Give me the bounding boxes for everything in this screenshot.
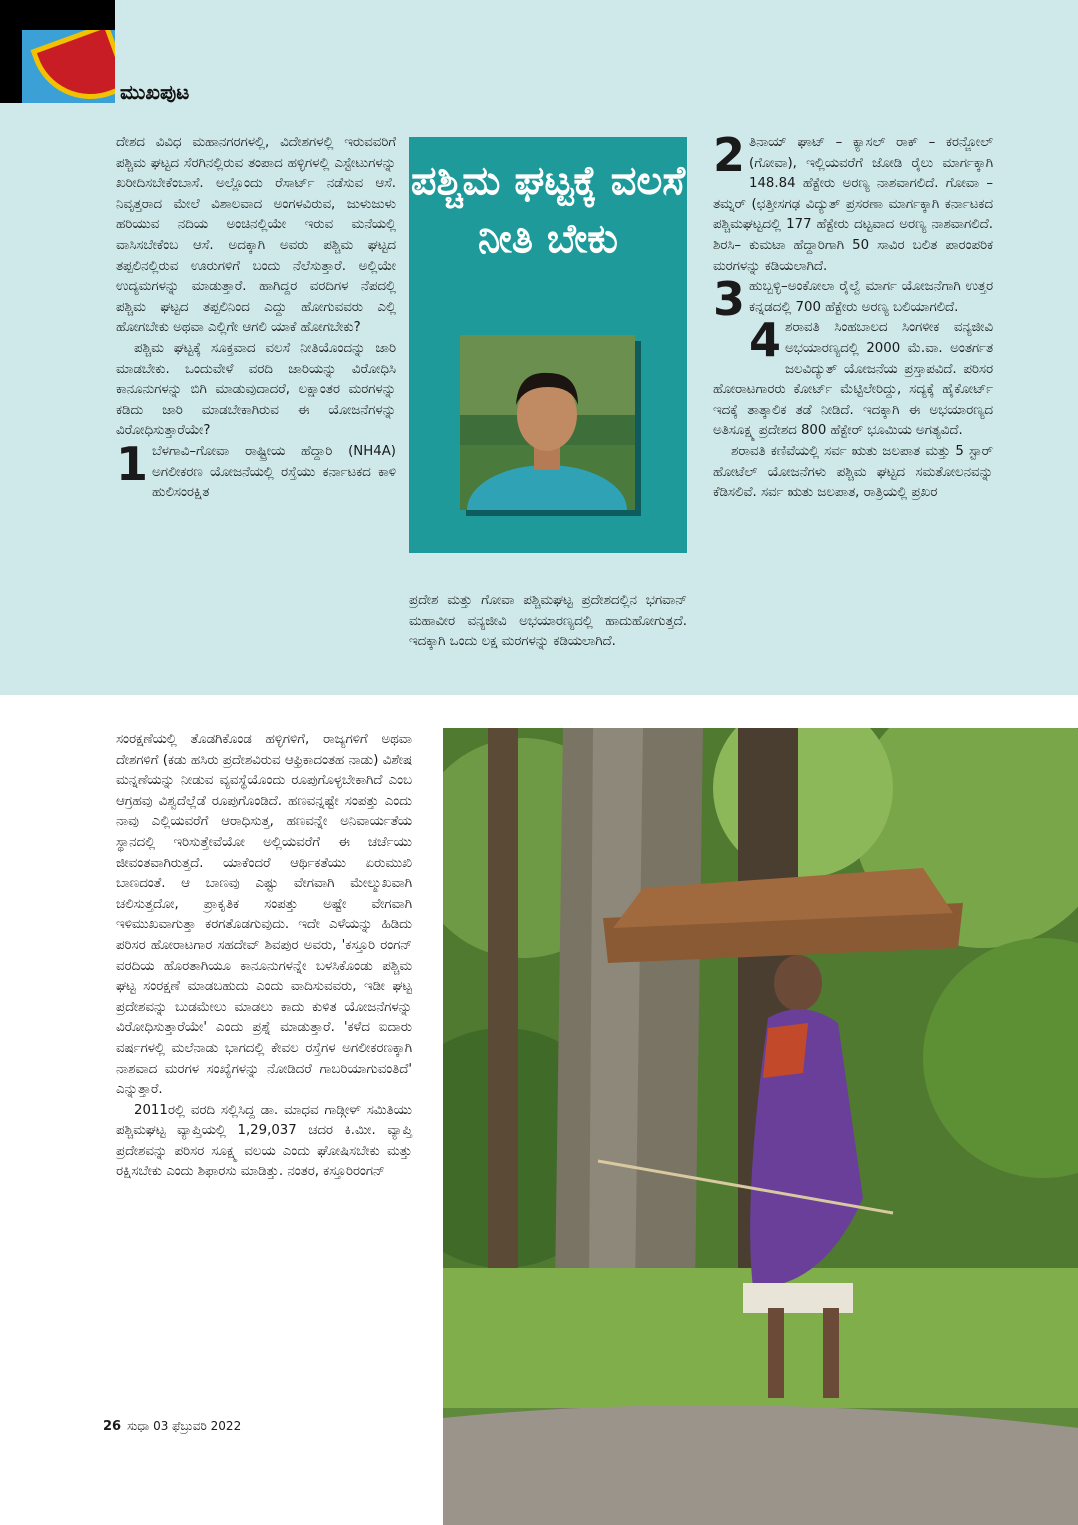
item-number-1: 1 [116, 436, 149, 491]
col1-paragraph-2: ಪಶ್ಚಿಮ ಘಟ್ಟಕ್ಕೆ ಸೂಕ್ತವಾದ ವಲಸೆ ನೀತಿಯೊಂದನ್ನು ಜಾರಿ ಮಾಡಬೇಕು. ಒಂದುವೇಳೆ ವರದಿ ಜಾರಿಯನ್ನು ವಿರೋಧಿಸಿ ಕಾನೂನುಗಳನ್ನು ಬಿಗಿ ಮಾಡುವುದಾದರೆ, ಲಕ್ಷಾಂತರ ಮರಗಳನ್ನು ಕಡಿದು ಜಾರಿ ಮಾಡಬೇಕಾಗಿರುವ ಈ ಯೋಜನೆಗಳನ್ನು ವಿರೋಧಿಸುತ್ತಾರೆಯೇ? [116, 340, 396, 439]
list-item-1 [116, 436, 396, 504]
col3-paragraph: ಶರಾವತಿ ಕಣಿವೆಯಲ್ಲಿ ಸರ್ವ ಋತು ಜಲಪಾತ ಮತ್ತು 5 ಸ್ಟಾರ್ ಹೋಟೆಲ್ ಯೋಜನೆಗಳು ಪಶ್ಚಿಮ ಘಟ್ಟದ ಸಮತೋಲನವನ್ನು ಕೆಡಿಸಲಿವೆ. ಸರ್ವ ಋತು ಜಲಪಾತ, ರಾತ್ರಿಯಲ್ಲಿ ಪ್ರಖರ [713, 443, 993, 501]
item-number-2: 2 [713, 128, 746, 182]
article-title: ಪಶ್ಚಿಮ ಘಟ್ಟಕ್ಕೆ ವಲಸೆ ನೀತಿ ಬೇಕು [410, 158, 686, 262]
column-1 [116, 133, 396, 504]
list-item-4 [713, 313, 993, 442]
page-footer [103, 1419, 241, 1434]
lower-column [116, 730, 412, 1183]
author-portrait-image [460, 335, 635, 510]
list-item-3 [713, 272, 993, 327]
item-number-4: 4 [749, 313, 782, 368]
section-label: ಮುಖಪುಟ [120, 80, 190, 104]
column-3 [713, 128, 993, 504]
item-text-1: ಬೆಳಗಾವಿ–ಗೋವಾ ರಾಷ್ಟ್ರೀಯ ಹೆದ್ದಾರಿ (NH4A) ಅಗಲೀಕರಣ ಯೋಜನೆಯಲ್ಲಿ ರಸ್ತೆಯು ಕರ್ನಾಟಕದ ಕಾಳಿ ಹುಲಿಸಂರಕ್ಷಿತ [152, 443, 396, 501]
lower-paragraph-1: ಸಂರಕ್ಷಣೆಯಲ್ಲಿ ತೊಡಗಿಕೊಂಡ ಹಳ್ಳಿಗಳಿಗೆ, ರಾಜ್ಯಗಳಿಗೆ ಅಥವಾ ದೇಶಗಳಿಗೆ (ಕಡು ಹಸಿರು ಪ್ರದೇಶವಿರುವ ಆಫ್ರಿಕಾದಂತಹ ನಾಡು) ವಿಶೇಷ ಮನ್ನಣೆಯನ್ನು ನೀಡುವ ವ್ಯವಸ್ಥೆಯೊಂದು ರೂಪುಗೊಳ್ಳಬೇಕಾಗಿದೆ ಎಂಬ ಆಗ್ರಹವು ವಿಶ್ವದೆಲ್ಲೆಡೆ ರೂಪುಗೊಂಡಿದೆ. ಹಣವನ್ನಷ್ಟೇ ಸಂಪತ್ತು ಎಂದು ನಾವು ಎಲ್ಲಿಯವರೆಗೆ ಆರಾಧಿಸುತ್ತ, ಹಣವನ್ನೇ ಅನಿವಾರ್ಯತೆಯ ಸ್ಥಾನದಲ್ಲಿ ಇರಿಸುತ್ತೇವೆಯೋ ಅಲ್ಲಿಯವರೆಗೆ ಈ ಚರ್ಚೆಯು ಜೀವಂತವಾಗಿರುತ್ತದೆ. ಯಾಕೆಂದರೆ ಆರ್ಥಿಕತೆಯು ಏರುಮುಖಿ ಬಾಣದಂತೆ. ಆ ಬಾಣವು ಎಷ್ಟು ವೇಗವಾಗಿ ಮೇಲ್ಮುಖವಾಗಿ ಚಲಿಸುತ್ತದೋ, ಪ್ರಾಕೃತಿಕ ಸಂಪತ್ತು ಅಷ್ಟೇ ವೇಗವಾಗಿ ಇಳಿಮುಖವಾಗುತ್ತಾ ಕರಗತೊಡಗುವುದು. ಇದೇ ಎಳೆಯನ್ನು ಹಿಡಿದು ಪರಿಸರ ಹೋರಾಟಗಾರ ಸಹದೇವ್ ಶಿವಪುರ ಅವರು, 'ಕಸ್ತೂರಿ ರಂಗನ್ ವರದಿಯ ಹೊರತಾಗಿಯೂ ಕಾನೂನುಗಳನ್ನೇ ಬಳಸಿಕೊಂಡು ಪಶ್ಚಿಮ ಘಟ್ಟ ಸಂರಕ್ಷಣೆ ಮಾಡಬಹುದು ಎಂದು ವಾದಿಸುವವರು, ಇಡೀ ಘಟ್ಟ ಪ್ರದೇಶವನ್ನು ಬುಡಮೇಲು ಮಾಡಲು ಕಾದು ಕುಳಿತ ಯೋಜನೆಗಳನ್ನು ವಿರೋಧಿಸುತ್ತಾರೆಯೇ' ಎಂದು ಪ್ರಶ್ನೆ ಮಾಡುತ್ತಾರೆ. 'ಕಳೆದ ಐದಾರು ವರ್ಷಗಳಲ್ಲಿ ಮಲೆನಾಡು ಭಾಗದಲ್ಲಿ ಕೇವಲ ರಸ್ತೆಗಳ ಅಗಲೀಕರಣಕ್ಕಾಗಿ ನಾಶವಾದ ಮರಗಳ ಸಂಖ್ಯೆಗಳನ್ನು ನೋಡಿದರೆ ಗಾಬರಿಯಾಗುವಂತಿದೆ' ಎನ್ನುತ್ತಾರೆ. [116, 732, 412, 1098]
forest-woman-photo [443, 728, 1078, 1525]
middle-column-text: ಪ್ರದೇಶ ಮತ್ತು ಗೋವಾ ಪಶ್ಚಿಮಘಟ್ಟ ಪ್ರದೇಶದಲ್ಲಿನ ಭಗವಾನ್ ಮಹಾವೀರ ವನ್ಯಜೀವಿ ಅಭಯಾರಣ್ಯದಲ್ಲಿ ಹಾದುಹೋಗುತ್ತದೆ. ಇದಕ್ಕಾಗಿ ಒಂದು ಲಕ್ಷ ಮರಗಳನ್ನು ಕಡಿಯಲಾಗಿದೆ. [409, 593, 687, 650]
magazine-issue: ಸುಧಾ 03 ಫೆಬ್ರುವರಿ 2022 [127, 1419, 242, 1433]
page-number: 26 [103, 1419, 122, 1434]
lower-paragraph-2: 2011ರಲ್ಲಿ ವರದಿ ಸಲ್ಲಿಸಿದ್ದ ಡಾ. ಮಾಧವ ಗಾಡ್ಗೀಳ್ ಸಮಿತಿಯು ಪಶ್ಚಿಮಘಟ್ಟ ವ್ಯಾಪ್ತಿಯಲ್ಲಿ 1,29,037 ಚದರ ಕಿ.ಮೀ. ವ್ಯಾಪ್ತಿ ಪ್ರದೇಶವನ್ನು ಪರಿಸರ ಸೂಕ್ಷ್ಮ ವಲಯ ಎಂದು ಘೋಷಿಸಬೇಕು ಮತ್ತು ರಕ್ಷಿಸಬೇಕು ಎಂದು ಶಿಫಾರಸು ಮಾಡಿತ್ತು. ನಂತರ, ಕಸ್ತೂರಿರಂಗನ್ [116, 1102, 412, 1180]
item-text-4: ಶರಾವತಿ ಸಿಂಹಬಾಲದ ಸಿಂಗಳೀಕ ವನ್ಯಜೀವಿ ಅಭಯಾರಣ್ಯದಲ್ಲಿ 2000 ಮೆ.ವಾ. ಅಂತರ್ಗತ ಜಲವಿದ್ಯುತ್ ಯೋಜನೆಯ ಪ್ರಸ್ತಾಪವಿದೆ. ಪರಿಸರ ಹೋರಾಟಗಾರರು ಕೋರ್ಟ್ ಮೆಟ್ಟಿಲೇರಿದ್ದು, ಸದ್ಯಕ್ಕೆ ಹೈಕೋರ್ಟ್ ಇದಕ್ಕೆ ತಾತ್ಕಾಲಿಕ ತಡೆ ನೀಡಿದೆ. ಇದಕ್ಕಾಗಿ ಈ ಅಭಯಾರಣ್ಯದ ಅತಿಸೂಕ್ಷ್ಮ ಪ್ರದೇಶದ 800 ಹೆಕ್ಟೇರ್ ಭೂಮಿಯ ಅಗತ್ಯವಿದೆ. [713, 320, 993, 439]
list-item-2 [713, 128, 993, 277]
item-text-2: ತಿನಾಯ್ ಘಾಟ್ – ಕ್ಯಾಸಲ್ ರಾಕ್ – ಕರನ್ಜೋಲ್ (ಗೋವಾ), ಇಲ್ಲಿಯವರೆಗೆ ಜೋಡಿ ರೈಲು ಮಾರ್ಗಕ್ಕಾಗಿ 148.84 ಹೆಕ್ಟೇರು ಅರಣ್ಯ ನಾಶವಾಗಲಿದೆ. ಗೋವಾ –ತಮ್ನರ್ (ಛತ್ತೀಸಗಢ ವಿದ್ಯುತ್ ಪ್ರಸರಣಾ ಮಾರ್ಗಕ್ಕಾಗಿ ಕರ್ನಾಟಕದ ಪಶ್ಚಿಮಘಟ್ಟದಲ್ಲಿ 177 ಹೆಕ್ಟೇರು ದಟ್ಟವಾದ ಅರಣ್ಯ ನಾಶವಾಗಲಿದೆ. ಶಿರಸಿ– ಕುಮಟಾ ಹೆದ್ದಾರಿಗಾಗಿ 50 ಸಾವಿರ ಬಲಿತ ಪಾರಂಪರಿಕ ಮರಗಳನ್ನು ಕಡಿಯಲಾಗಿದೆ. [713, 135, 993, 274]
magazine-logo [0, 0, 115, 103]
item-number-3: 3 [713, 272, 746, 327]
logo-red-shape [31, 30, 115, 103]
logo-blue-panel [22, 30, 115, 103]
item-text-3: ಹುಬ್ಬಳ್ಳಿ–ಅಂಕೋಲಾ ರೈಲ್ವೆ ಮಾರ್ಗ ಯೋಜನೆಗಾಗಿ ಉತ್ತರ ಕನ್ನಡದಲ್ಲಿ 700 ಹೆಕ್ಟೇರು ಅರಣ್ಯ ಬಲಿಯಾಗಲಿದೆ. [749, 279, 993, 315]
forest-scene-image [443, 728, 1078, 1525]
col1-paragraph-1: ದೇಶದ ವಿವಿಧ ಮಹಾನಗರಗಳಲ್ಲಿ, ವಿದೇಶಗಳಲ್ಲಿ ಇರುವವರಿಗೆ ಪಶ್ಚಿಮ ಘಟ್ಟದ ಸೆರಗಿನಲ್ಲಿರುವ ತಂಪಾದ ಹಳ್ಳಿಗಳಲ್ಲಿ ಎಸ್ಟೇಟುಗಳನ್ನು ಖರೀದಿಸಬೇಕೆಂಬಾಸೆ. ಅಲ್ಲೊಂದು ರೆಸಾರ್ಟ್ ನಡೆಸುವ ಆಸೆ. ನಿವೃತ್ತರಾದ ಮೇಲೆ ವಿಶಾಲವಾದ ಅಂಗಳವಿರುವ, ಜುಳುಜುಳು ಹರಿಯುವ ನದಿಯ ಅಂಚಿನಲ್ಲಿಯೇ ಇರುವ ಮನೆಯಲ್ಲಿ ವಾಸಿಸಬೇಕೆಂಬ ಆಸೆ. ಅದಕ್ಕಾಗಿ ಅವರು ಪಶ್ಚಿಮ ಘಟ್ಟದ ತಪ್ಪಲಿನಲ್ಲಿರುವ ಊರುಗಳಿಗೆ ಬಂದು ನೆಲೆಸುತ್ತಾರೆ. ಅಲ್ಲಿಯೇ ಉದ್ಯಮಗಳನ್ನು ಮಾಡುತ್ತಾರೆ. ಹಾಗಿದ್ದರ ವರದಿಗಳ ನೆಪದಲ್ಲಿ ಪಶ್ಚಿಮ ಘಟ್ಟದ ತಪ್ಪಲಿನಿಂದ ಎದ್ದು ಹೋಗುವವರು ಎಲ್ಲಿ ಹೋಗಬೇಕು ಅಥವಾ ಎಲ್ಲಿಗೇ ಆಗಲಿ ಯಾಕೆ ಹೋಗಬೇಕು? [116, 135, 396, 336]
author-photo [460, 335, 635, 510]
